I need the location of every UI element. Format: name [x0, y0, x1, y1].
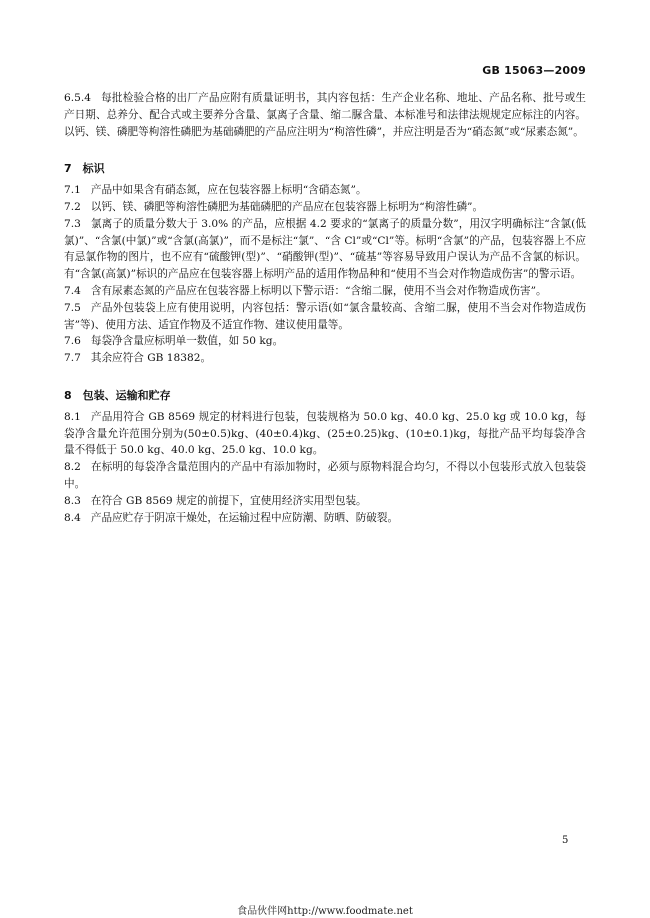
section-8-title: 8 包装、运输和贮存: [64, 388, 171, 402]
section-7-title: 7 标识: [64, 162, 105, 176]
clause-8-3: [64, 493, 586, 510]
clause-text: 每批检验合格的出厂产品应附有质量证明书，其内容包括：生产企业名称、地址、产品名称、批号或生产日期、总养分、配合式或主要养分含量、氯离子含量、缩二脲含量、本标准号和法律法规规定应标注的内容。以钙、镁、磷肥等枸溶性磷肥为基础磷肥的产品应注明为“枸溶性磷”，并应注明是否为“硝态氮”或“尿素态氮”。: [64, 92, 586, 138]
clause-text: 氯离子的质量分数大于 3.0% 的产品，应根据 4.2 要求的“氯离子的质量分数”，用汉字明确标注“含氯(低氯)”、“含氯(中氯)”或“含氯(高氯)”，而不是标注“氯”、“含 Cl”或“Cl”等。标明“含氯”的产品，包装容器上不应有忌氯作物的图片，也不应有“硫酸钾(型)”、“硝酸钾(型)”、“硫基”等容易导致用户误认为产品不含氯的标识。有“含氯(高氯)”标识的产品应在包装容器上标明产品的适用作物品种和“使用不当会对作物造成伤害”的警示语。: [64, 217, 586, 281]
clause-text: 含有尿素态氮的产品应在包装容器上标明以下警示语：“含缩二脲，使用不当会对作物造成伤害”。: [90, 284, 547, 297]
clause-7-3: [64, 216, 586, 283]
clause-8-1: [64, 409, 586, 459]
clause-8-4: [64, 510, 586, 527]
clause-7-1: [64, 182, 586, 199]
clause-7-6: [64, 333, 586, 350]
clause-text: 产品外包装袋上应有使用说明，内容包括：警示语(如“氯含量较高、含缩二脲，使用不当会对作物造成伤害”等)、使用方法、适宜作物及不适宜作物、建议使用量等。: [64, 301, 586, 331]
clause-number: 7.1: [64, 184, 81, 197]
clause-text: 产品应贮存于阴凉干燥处，在运输过程中应防潮、防晒、防破裂。: [90, 511, 399, 524]
clause-text: 在标明的每袋净含量范围内的产品中有添加物时，必须与原物料混合均匀，不得以小包装形式放入包装袋中。: [64, 461, 586, 490]
page-number: 5: [562, 835, 569, 846]
standard-code-header: GB 15063—2009: [482, 64, 586, 77]
clause-number: 6.5.4: [64, 92, 91, 104]
clause-number: 8.4: [64, 511, 81, 524]
clause-number: 8.1: [64, 410, 81, 423]
clause-number: 7.2: [64, 200, 81, 213]
footer-watermark[interactable]: 食品伙伴网http://www.foodmate.net: [237, 906, 413, 917]
clause-number: 7.6: [64, 335, 81, 348]
clause-7-7: [64, 350, 586, 367]
clause-number: 7.5: [64, 301, 81, 314]
clause-number: 7.7: [64, 352, 81, 365]
clause-text: 每袋净含量应标明单一数值，如 50 kg。: [90, 335, 284, 348]
clause-number: 7.4: [64, 284, 81, 297]
clause-6-5-4: [64, 90, 586, 140]
clause-7-2: [64, 199, 586, 216]
clause-number: 7.3: [64, 217, 81, 230]
clause-8-2: [64, 459, 586, 493]
clause-7-5: [64, 300, 586, 334]
clause-number: 8.2: [64, 461, 81, 474]
clause-text: 在符合 GB 8569 规定的前提下，宜使用经济实用型包装。: [90, 494, 367, 507]
clause-7-4: [64, 283, 586, 300]
clause-text: 产品中如果含有硝态氮，应在包装容器上标明“含硝态氮”。: [90, 184, 367, 197]
clause-text: 产品用符合 GB 8569 规定的材料进行包装，包装规格为 50.0 kg、40.0 kg、25.0 kg 或 10.0 kg，每袋净含量允许范围分别为(50±0.5)kg、(40±0.4)kg、(25±0.25)kg、(10±0.1)kg，每批产品平均每袋净含量不得低于 50.0 kg、40.0 kg、25.0 kg、10.0 kg。: [64, 410, 586, 457]
document-body: [64, 90, 586, 526]
clause-text: 以钙、镁、磷肥等枸溶性磷肥为基础磷肥的产品应在包装容器上标明为“枸溶性磷”。: [90, 200, 484, 213]
clause-text: 其余应符合 GB 18382。: [90, 352, 212, 365]
clause-number: 8.3: [64, 494, 81, 507]
